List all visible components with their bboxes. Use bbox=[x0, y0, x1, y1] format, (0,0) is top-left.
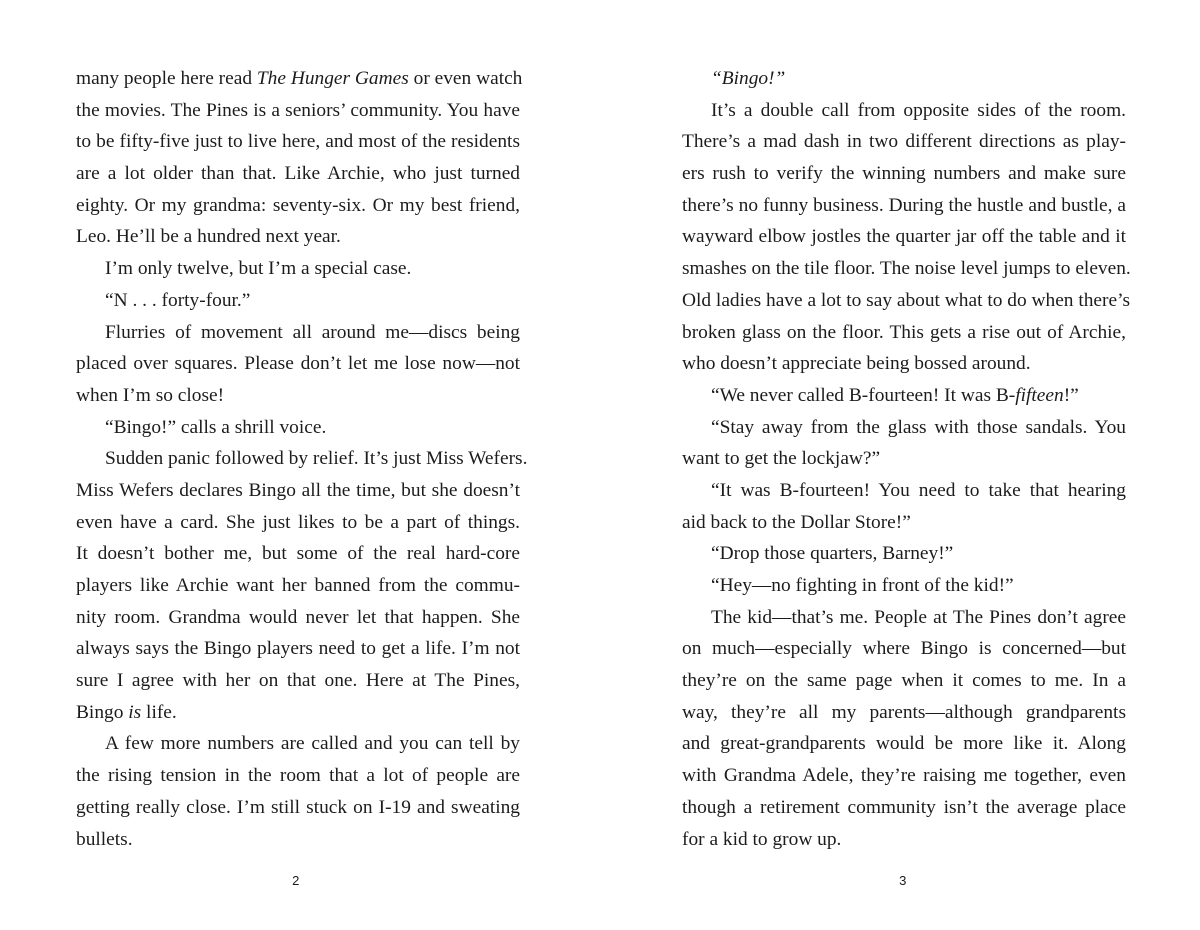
text-line bbox=[682, 285, 1131, 317]
text-segment: “Hey—no fighting in front of the kid!” bbox=[711, 575, 1014, 596]
text-line bbox=[76, 570, 520, 602]
text-segment: It’s a double call from opposite sides of the room. bbox=[711, 99, 1126, 121]
text-segment: “Drop those quarters, Barney!” bbox=[711, 543, 954, 565]
text-segment: and great-grandparents would be more like it. Along bbox=[682, 733, 1126, 755]
text-segment: There’s a mad dash in two different directions as play- bbox=[682, 131, 1126, 153]
text-line bbox=[76, 728, 520, 760]
text-segment: or even watch bbox=[408, 68, 523, 89]
text-line bbox=[76, 221, 520, 253]
text-line bbox=[76, 507, 520, 539]
text-line bbox=[76, 412, 520, 444]
left-page-text bbox=[76, 63, 528, 855]
text-segment: “We never called B-fourteen! It was B- bbox=[711, 384, 1016, 406]
text-segment: “N . . . forty-four.” bbox=[105, 289, 251, 311]
text-line bbox=[682, 348, 1126, 380]
text-segment: life. bbox=[141, 701, 177, 723]
text-line bbox=[682, 792, 1126, 824]
text-line bbox=[76, 380, 520, 412]
text-segment: Sudden panic followed by relief. It’s just Miss Wefers. bbox=[105, 448, 528, 470]
text-line bbox=[682, 475, 1126, 507]
text-segment: bullets. bbox=[76, 828, 133, 850]
text-line bbox=[76, 285, 520, 317]
text-line bbox=[76, 95, 520, 127]
text-segment: on much—especially where Bingo is concerned—but bbox=[682, 638, 1126, 660]
text-line bbox=[76, 665, 520, 697]
text-segment: eighty. Or my grandma: seventy-six. Or my best friend, bbox=[76, 194, 520, 216]
text-segment: The kid—that’s me. People at The Pines don’t agree bbox=[711, 606, 1126, 628]
text-segment: wayward elbow jostles the quarter jar off the table and it bbox=[682, 226, 1126, 248]
text-segment: for a kid to grow up. bbox=[682, 828, 842, 850]
text-line bbox=[682, 538, 1126, 570]
text-segment: who doesn’t appreciate being bossed around. bbox=[682, 353, 1031, 375]
italic-text: The Hunger Games bbox=[256, 68, 409, 89]
text-line bbox=[76, 317, 520, 349]
text-line bbox=[682, 412, 1126, 444]
text-line bbox=[76, 792, 520, 824]
text-segment: broken glass on the floor. This gets a rise out of Archie, bbox=[682, 321, 1126, 343]
text-segment: there’s no funny business. During the hustle and bustle, a bbox=[682, 194, 1126, 216]
text-segment: “It was B-fourteen! You need to take that hearing bbox=[711, 479, 1126, 501]
text-line bbox=[682, 95, 1126, 127]
text-segment: Flurries of movement all around me—discs being bbox=[105, 321, 520, 343]
text-segment: nity room. Grandma would never let that happen. She bbox=[76, 606, 520, 628]
text-line bbox=[76, 697, 520, 729]
text-line bbox=[682, 126, 1126, 158]
right-page bbox=[600, 0, 1200, 930]
text-segment: !” bbox=[1063, 384, 1079, 406]
right-page-text bbox=[682, 63, 1131, 855]
text-line bbox=[76, 348, 520, 380]
text-segment: sure I agree with her on that one. Here at The Pines, bbox=[76, 670, 520, 692]
text-segment: even have a card. She just likes to be a part of things. bbox=[76, 511, 520, 533]
text-segment: always says the Bingo players need to get a life. I’m not bbox=[76, 638, 520, 660]
text-segment: Old ladies have a lot to say about what to do when there’s bbox=[682, 289, 1131, 311]
text-line bbox=[682, 570, 1126, 602]
text-segment: want to get the lockjaw?” bbox=[682, 448, 881, 470]
text-segment: with Grandma Adele, they’re raising me together, even bbox=[682, 765, 1126, 787]
text-segment: “Stay away from the glass with those sandals. You bbox=[711, 416, 1126, 438]
text-segment: smashes on the tile floor. The noise level jumps to eleven. bbox=[682, 258, 1131, 280]
text-segment: players like Archie want her banned from the commu- bbox=[76, 575, 520, 596]
page-number-left: 2 bbox=[292, 873, 300, 888]
text-line bbox=[76, 63, 523, 95]
text-line bbox=[682, 317, 1126, 349]
text-line bbox=[76, 760, 520, 792]
text-line bbox=[682, 158, 1126, 190]
text-segment: I’m only twelve, but I’m a special case. bbox=[105, 258, 412, 280]
text-line bbox=[76, 443, 528, 475]
text-segment: “Bingo!” calls a shrill voice. bbox=[105, 416, 327, 438]
text-line bbox=[682, 190, 1126, 222]
text-line bbox=[76, 633, 520, 665]
text-line bbox=[682, 63, 1126, 95]
text-line bbox=[76, 190, 520, 222]
text-line bbox=[76, 538, 520, 570]
text-segment: to be fifty-five just to live here, and most of the residents bbox=[76, 131, 520, 153]
text-line bbox=[682, 824, 1126, 856]
text-segment: they’re on the same page when it comes to me. In a bbox=[682, 670, 1126, 692]
text-line bbox=[76, 602, 520, 634]
text-segment: Miss Wefers declares Bingo all the time, but she doesn’t bbox=[76, 479, 520, 501]
text-line bbox=[682, 665, 1126, 697]
text-line bbox=[76, 158, 520, 190]
text-line bbox=[76, 824, 520, 856]
text-line bbox=[682, 633, 1126, 665]
page-number-right: 3 bbox=[899, 873, 907, 888]
text-line bbox=[682, 380, 1126, 412]
text-segment: getting really close. I’m still stuck on I-19 and sweating bbox=[76, 796, 520, 818]
text-segment: placed over squares. Please don’t let me lose now—not bbox=[76, 353, 520, 375]
text-segment: when I’m so close! bbox=[76, 384, 225, 406]
text-segment: the rising tension in the room that a lot of people are bbox=[76, 765, 520, 787]
text-segment: are a lot older than that. Like Archie, who just turned bbox=[76, 163, 520, 185]
text-line bbox=[76, 253, 520, 285]
text-line bbox=[682, 507, 1126, 539]
text-line bbox=[76, 475, 520, 507]
text-segment: many people here read bbox=[76, 68, 257, 89]
text-line bbox=[682, 760, 1126, 792]
text-line bbox=[682, 728, 1126, 760]
italic-text: “Bingo!” bbox=[711, 68, 786, 89]
text-line bbox=[682, 443, 1126, 475]
text-segment: It doesn’t bother me, but some of the real hard-core bbox=[76, 543, 520, 565]
text-line bbox=[682, 221, 1126, 253]
italic-text: fifteen bbox=[1015, 384, 1064, 406]
text-segment: way, they’re all my parents—although grandparents bbox=[682, 701, 1126, 723]
text-segment: A few more numbers are called and you can tell by bbox=[105, 733, 520, 755]
text-segment: Bingo bbox=[76, 701, 129, 723]
text-segment: Leo. He’ll be a hundred next year. bbox=[76, 226, 341, 248]
text-segment: aid back to the Dollar Store!” bbox=[682, 511, 911, 533]
text-line bbox=[76, 126, 520, 158]
text-segment: ers rush to verify the winning numbers and make sure bbox=[682, 163, 1126, 185]
text-line bbox=[682, 697, 1126, 729]
text-segment: though a retirement community isn’t the average place bbox=[682, 796, 1126, 818]
italic-text: is bbox=[128, 701, 142, 723]
text-line bbox=[682, 602, 1126, 634]
text-segment: the movies. The Pines is a seniors’ community. You have bbox=[76, 99, 520, 121]
text-line bbox=[682, 253, 1131, 285]
